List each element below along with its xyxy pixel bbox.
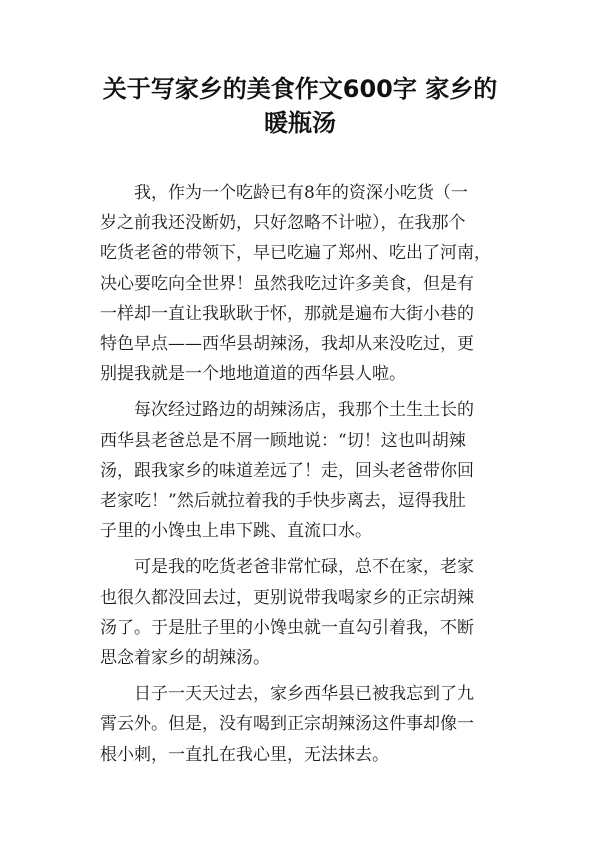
text-line: 老家吃！”然后就拉着我的手快步离去，逗得我肚	[100, 491, 466, 512]
text-line: 一样却一直让我耿耿于怀，那就是遍布大街小巷的	[100, 303, 474, 324]
text-line: 根小刺，一直扎在我心里，无法抹去。	[100, 744, 389, 765]
text-line: 子里的小馋虫上串下跳、直流口水。	[100, 521, 372, 542]
text-line: 每次经过路边的胡辣汤店，我那个土生土长的	[134, 400, 474, 421]
text-line: 别提我就是一个地地道道的西华县人啦。	[100, 364, 406, 385]
text-line: 可是我的吃货老爸非常忙碌，总不在家，老家	[134, 557, 474, 578]
paragraph-1	[100, 178, 510, 389]
text-line: 西华县老爸总是不屑一顾地说：“切！这也叫胡辣	[100, 430, 466, 451]
title-line: 关于写家乡的美食作文600字 家乡的	[102, 75, 498, 103]
paragraph-4	[100, 679, 510, 770]
text-line: 日子一天天过去，家乡西华县已被我忘到了九	[134, 684, 474, 705]
text-line: 特色早点——西华县胡辣汤，我却从来没吃过，更	[100, 334, 474, 355]
text-line: 也很久都没回去过，更别说带我喝家乡的正宗胡辣	[100, 587, 474, 608]
paragraph-2	[100, 395, 510, 546]
text-line: 汤了。于是肚子里的小馋虫就一直勾引着我，不断	[100, 617, 474, 638]
text-line: 吃货老爸的带领下，早已吃遍了郑州、吃出了河南，	[100, 243, 491, 264]
title-line: 暖瓶汤	[264, 109, 336, 137]
text-line: 汤，跟我家乡的味道差远了！走，回头老爸带你回	[100, 460, 474, 481]
text-line: 思念着家乡的胡辣汤。	[100, 648, 270, 669]
text-line: 决心要吃向全世界！虽然我吃过许多美食，但是有	[100, 273, 474, 294]
text-line: 岁之前我还没断奶，只好忽略不计啦），在我那个	[100, 213, 466, 234]
text-line: 我，作为一个吃龄已有8年的资深小吃货（一	[134, 183, 468, 203]
text-line: 霄云外。但是，没有喝到正宗胡辣汤这件事却像一	[100, 714, 474, 735]
document-title	[60, 72, 540, 140]
document-body	[100, 178, 510, 776]
paragraph-3	[100, 552, 510, 673]
